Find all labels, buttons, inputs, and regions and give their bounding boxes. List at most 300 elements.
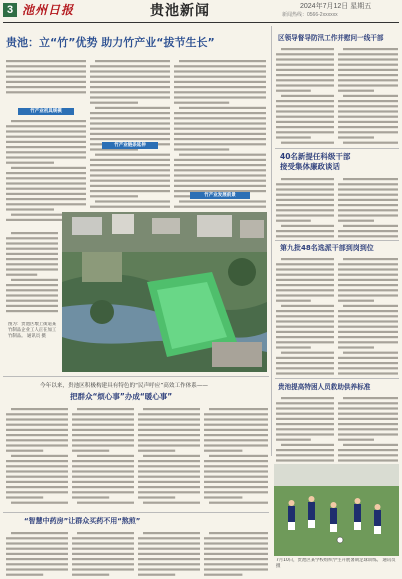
text-lines (204, 406, 268, 506)
text-line (338, 53, 398, 55)
text-lines (276, 46, 334, 146)
text-line (138, 542, 200, 544)
text-lines (6, 406, 68, 506)
text-line (174, 174, 266, 176)
page-number: 3 (3, 3, 17, 17)
text-line (338, 121, 398, 123)
lead-photo-caption (8, 322, 58, 366)
text-line (6, 125, 86, 127)
text-line (6, 548, 68, 550)
text-line (276, 53, 334, 55)
text-line (6, 146, 86, 148)
text-line (90, 174, 170, 176)
text-line (209, 408, 268, 410)
text-lines (138, 530, 200, 576)
text-line (276, 428, 334, 430)
text-line (338, 320, 398, 322)
text-line (276, 320, 334, 322)
text-line (276, 310, 334, 312)
section-title: 贵池新闻 (150, 3, 210, 19)
text-line (6, 418, 68, 420)
text-line (11, 232, 58, 234)
lead-tag-3: 竹产业发展前景 (190, 192, 250, 199)
text-line (90, 159, 170, 161)
text-line (6, 310, 58, 312)
text-lines (276, 176, 334, 242)
text-line (276, 64, 334, 66)
text-line (276, 69, 334, 71)
text-line (338, 336, 398, 338)
text-line (72, 470, 134, 472)
text-line (138, 460, 200, 462)
football-caption (276, 558, 398, 574)
text-line (338, 279, 398, 281)
text-line (90, 102, 138, 104)
text-line (174, 169, 266, 171)
text-line (338, 407, 398, 409)
text-line (174, 128, 266, 130)
text-line (338, 300, 374, 302)
bottom-col2 (72, 530, 134, 576)
text-line (6, 172, 86, 174)
newspaper-logo: 池州日报 (22, 3, 75, 17)
text-line (276, 268, 334, 270)
text-line (138, 444, 200, 446)
text-line (338, 284, 398, 286)
text-lines (338, 256, 398, 376)
text-line (281, 397, 334, 399)
text-line (338, 263, 398, 265)
text-line (338, 268, 398, 270)
text-line (90, 112, 170, 114)
text-line (6, 91, 86, 93)
text-line (138, 563, 200, 565)
text-line (6, 136, 86, 138)
text-line (204, 460, 268, 462)
text-line (338, 346, 374, 348)
text-line (209, 532, 268, 534)
text-line (204, 496, 242, 498)
middle-col2 (72, 406, 134, 506)
text-line (204, 470, 268, 472)
text-line (276, 194, 334, 196)
right-mid-headline-2: 接受集体廉政谈话 (280, 162, 340, 171)
text-line (6, 263, 58, 265)
text-line (6, 470, 68, 472)
text-line (276, 90, 311, 92)
text-line (6, 208, 54, 210)
text-line (6, 248, 58, 250)
text-line (95, 154, 170, 156)
text-line (204, 553, 268, 555)
text-line (338, 274, 398, 276)
text-line (276, 199, 334, 201)
text-line (138, 568, 200, 570)
middle-col1 (6, 406, 68, 506)
right-bottom-headline: 贵池提高特困人员救助供养标准 (278, 383, 371, 391)
text-line (138, 491, 200, 493)
text-line (174, 185, 266, 187)
text-line (6, 188, 86, 190)
text-line (6, 258, 58, 260)
text-line (276, 58, 334, 60)
text-line (204, 418, 268, 420)
text-line (6, 553, 68, 555)
text-line (6, 481, 68, 483)
text-line (276, 204, 334, 206)
text-line (338, 439, 374, 441)
text-line (338, 214, 398, 216)
mid-divider (3, 376, 269, 377)
text-line (338, 235, 398, 237)
text-line (343, 258, 398, 260)
text-line (179, 154, 266, 156)
text-line (138, 481, 200, 483)
text-line (90, 185, 170, 187)
text-line (179, 107, 266, 109)
text-line (143, 455, 200, 457)
text-line (138, 553, 200, 555)
text-line (6, 429, 68, 431)
text-line (6, 434, 68, 436)
text-line (338, 326, 398, 328)
right-divider-2 (275, 240, 399, 241)
lead-intro-text (6, 58, 86, 98)
text-lines (338, 176, 398, 242)
text-line (338, 105, 398, 107)
text-line (11, 455, 68, 457)
text-line (6, 274, 37, 276)
text-line (72, 439, 134, 441)
text-line (174, 143, 266, 145)
football-caption-text: 7月10日，贵池区某学校组织学生开展暑期足球训练。 (276, 558, 381, 563)
text-line (138, 450, 175, 452)
text-line (6, 305, 58, 307)
text-line (276, 336, 334, 338)
text-line (338, 136, 374, 138)
text-line (276, 121, 334, 123)
text-line (72, 548, 134, 550)
text-line (276, 84, 334, 86)
text-line (138, 476, 200, 478)
text-line (90, 128, 170, 130)
text-line (281, 352, 334, 354)
text-line (72, 481, 134, 483)
text-line (276, 126, 334, 128)
text-line (343, 444, 398, 446)
text-line (72, 476, 134, 478)
text-line (338, 402, 398, 404)
text-line (276, 294, 334, 296)
text-line (338, 58, 398, 60)
text-lines (6, 530, 68, 576)
text-line (204, 563, 268, 565)
text-line (276, 79, 334, 81)
football-photo (274, 464, 399, 556)
text-line (276, 289, 334, 291)
right-mid-col1 (276, 176, 334, 242)
text-line (6, 496, 43, 498)
text-lines (90, 58, 170, 208)
text-line (338, 230, 398, 232)
text-line (6, 253, 58, 255)
text-line (276, 230, 334, 232)
text-line (276, 372, 334, 374)
lead-col3-text (174, 58, 266, 208)
text-line (6, 156, 86, 158)
text-line (90, 81, 170, 83)
text-line (90, 195, 138, 197)
text-line (204, 444, 268, 446)
text-line (338, 69, 398, 71)
text-line (6, 450, 43, 452)
text-line (276, 315, 334, 317)
bottom-divider (3, 512, 269, 513)
right-bottom-col2 (338, 395, 398, 463)
bottom-col3 (138, 530, 200, 576)
text-lines (72, 530, 134, 576)
text-line (338, 199, 398, 201)
right-mid-headline: 40名新提任科级干部 (280, 152, 351, 161)
text-line (6, 289, 58, 291)
text-line (338, 418, 398, 420)
text-line (6, 294, 58, 296)
right-top-headline: 区领导督导防汛工作并慰问一线干部 (278, 34, 384, 42)
text-line (338, 100, 398, 102)
text-line (90, 138, 170, 140)
right-small-headline: 第九批48名选派干部到岗到位 (280, 244, 374, 252)
text-line (276, 326, 334, 328)
text-line (338, 131, 398, 133)
text-line (72, 568, 134, 570)
text-line (204, 424, 268, 426)
text-line (6, 439, 68, 441)
text-line (72, 424, 134, 426)
text-line (276, 274, 334, 276)
text-line (90, 91, 170, 93)
text-lines (138, 406, 200, 506)
text-line (95, 60, 170, 62)
text-line (174, 180, 266, 182)
text-line (138, 465, 200, 467)
text-line (77, 502, 134, 504)
text-line (138, 548, 200, 550)
text-line (6, 60, 86, 62)
text-line (174, 112, 266, 114)
text-line (276, 449, 334, 451)
text-line (90, 206, 170, 208)
caption-text: 图为：贵池区墩上街道某竹制品企业工人正在加工竹制品。 (8, 322, 57, 339)
text-line (11, 167, 86, 169)
text-line (143, 408, 200, 410)
text-lines (204, 530, 268, 576)
text-line (276, 284, 334, 286)
text-line (338, 357, 398, 359)
text-line (174, 133, 266, 135)
text-line (338, 459, 398, 461)
text-line (6, 284, 58, 286)
text-line (338, 74, 398, 76)
text-line (209, 455, 268, 457)
text-line (6, 203, 86, 205)
text-line (6, 558, 68, 560)
text-line (338, 126, 398, 128)
lead-col1-text (6, 118, 86, 226)
text-line (6, 542, 68, 544)
hotline: 新闻热线：0566-2xxxxxx (282, 12, 338, 18)
header-rule (3, 22, 399, 23)
text-line (338, 116, 398, 118)
text-line (204, 439, 268, 441)
text-line (204, 413, 268, 415)
text-line (338, 194, 398, 196)
text-line (276, 362, 334, 364)
lead-tag-1: 竹产业初具规模 (18, 108, 74, 115)
text-line (338, 220, 374, 222)
text-line (174, 102, 229, 104)
text-line (174, 76, 266, 78)
text-line (276, 136, 311, 138)
right-mid-col2 (338, 176, 398, 242)
middle-col4 (204, 406, 268, 506)
text-line (6, 198, 86, 200)
text-line (90, 70, 170, 72)
text-line (6, 130, 86, 132)
text-line (138, 434, 200, 436)
text-line (338, 454, 398, 456)
text-line (6, 460, 68, 462)
text-line (338, 341, 398, 343)
text-line (204, 542, 268, 544)
text-line (276, 116, 334, 118)
right-top-col1 (276, 46, 334, 146)
text-line (6, 491, 68, 493)
text-line (281, 142, 334, 144)
text-line (338, 188, 398, 190)
text-line (6, 65, 86, 67)
text-line (338, 413, 398, 415)
text-lines (338, 395, 398, 463)
text-line (276, 110, 334, 112)
text-line (6, 413, 68, 415)
text-line (343, 178, 398, 180)
text-line (90, 117, 170, 119)
text-line (174, 91, 266, 93)
text-line (343, 352, 398, 354)
text-lines (6, 230, 58, 316)
text-line (77, 408, 134, 410)
text-line (338, 449, 398, 451)
right-divider-1 (275, 148, 399, 149)
text-line (11, 532, 68, 534)
text-lines-intro (6, 58, 86, 98)
text-line (174, 206, 266, 208)
middle-kicker: 今年以来，贵池区积极构建具有特色的“民声呼应”高效工作体系—— (40, 383, 209, 389)
text-line (281, 95, 334, 97)
text-line (338, 110, 398, 112)
text-line (6, 81, 86, 83)
text-line (276, 105, 334, 107)
text-line (204, 450, 242, 452)
bottom-headline: “智慧中药房”让群众买药不用“熬煎” (24, 517, 141, 525)
text-line (276, 357, 334, 359)
text-line (276, 74, 334, 76)
text-line (276, 131, 334, 133)
photo-credit: 通讯员 摄 (26, 334, 46, 339)
text-line (72, 563, 134, 565)
text-line (6, 444, 68, 446)
text-line (72, 460, 134, 462)
text-line (276, 183, 334, 185)
text-line (72, 486, 134, 488)
text-line (204, 476, 268, 478)
text-line (90, 180, 170, 182)
text-line (281, 225, 334, 227)
text-line (276, 418, 334, 420)
text-line (72, 450, 109, 452)
date-line: 2024年7月12日 星期五 (300, 3, 372, 10)
text-line (72, 434, 134, 436)
text-line (11, 279, 58, 281)
text-line (276, 346, 311, 348)
text-line (174, 148, 229, 150)
text-line (276, 367, 334, 369)
football-photo-credit: 通讯员 摄 (276, 558, 396, 569)
text-line (143, 532, 200, 534)
text-line (174, 117, 266, 119)
right-small-col2 (338, 256, 398, 376)
text-line (11, 120, 86, 122)
text-line (276, 439, 311, 441)
text-line (343, 142, 398, 144)
text-line (276, 459, 334, 461)
text-line (6, 237, 58, 239)
text-line (338, 289, 398, 291)
text-line (6, 70, 86, 72)
middle-col3 (138, 406, 200, 506)
text-line (6, 424, 68, 426)
text-line (338, 315, 398, 317)
text-line (276, 454, 334, 456)
text-line (338, 64, 398, 66)
text-line (179, 60, 266, 62)
text-line (6, 86, 86, 88)
text-line (6, 151, 86, 153)
text-line (276, 423, 334, 425)
text-line (204, 434, 268, 436)
text-lines (338, 46, 398, 146)
text-line (77, 532, 134, 534)
text-line (338, 79, 398, 81)
text-line (6, 563, 68, 565)
text-line (174, 65, 266, 67)
text-line (174, 70, 266, 72)
text-line (276, 407, 334, 409)
text-line (90, 164, 170, 166)
text-line (138, 439, 200, 441)
text-line (95, 200, 170, 202)
text-line (204, 486, 268, 488)
text-line (343, 48, 398, 50)
text-line (77, 455, 134, 457)
lead-headline: 贵池：立“竹”优势 助力竹产业“拔节生长” (6, 36, 215, 49)
text-line (204, 568, 268, 570)
text-line (72, 537, 134, 539)
lead-photo (62, 212, 267, 372)
text-line (72, 418, 134, 420)
text-line (6, 162, 54, 164)
text-line (338, 367, 398, 369)
